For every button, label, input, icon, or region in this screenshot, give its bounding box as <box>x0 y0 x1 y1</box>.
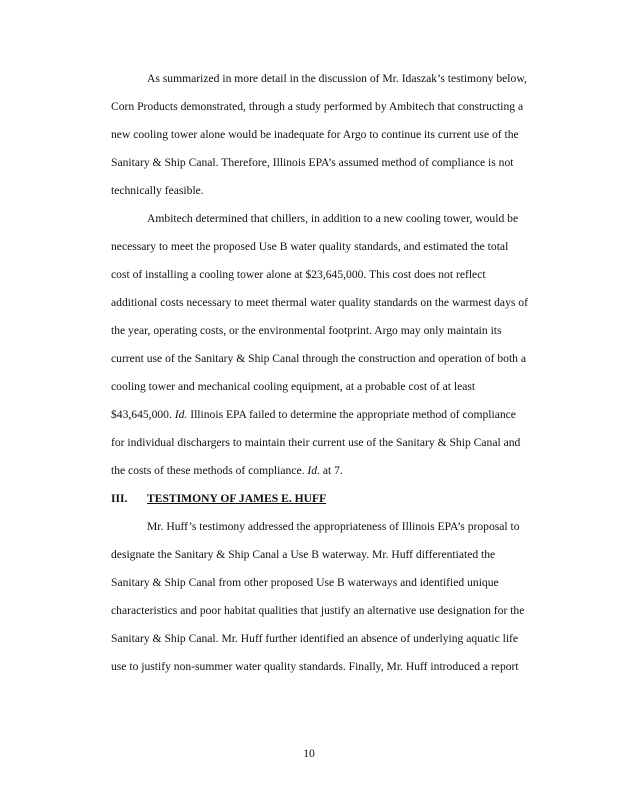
paragraph-line: Sanitary & Ship Canal. Therefore, Illinois EPA’s assumed method of compliance is not <box>111 156 514 169</box>
paragraph-line: cost of installing a cooling tower alone at $23,645,000. This cost does not reflect <box>111 268 486 281</box>
paragraph-line: additional costs necessary to meet thermal water quality standards on the warmest days of <box>111 296 528 309</box>
paragraph-line: Mr. Huff’s testimony addressed the appropriateness of Illinois EPA’s proposal to <box>147 520 520 533</box>
text-segment: Illinois EPA failed to determine the appropriate method of compliance <box>187 408 516 421</box>
paragraph-line: characteristics and poor habitat qualities that justify an alternative use designation for the <box>111 604 525 617</box>
text-segment: $43,645,000. <box>111 408 175 421</box>
section-number: III. <box>111 492 128 505</box>
paragraph-line: cooling tower and mechanical cooling equipment, at a probable cost of at least <box>111 380 476 393</box>
paragraph-line <box>111 408 516 422</box>
text-segment: at 7. <box>319 464 343 477</box>
paragraph-line: current use of the Sanitary & Ship Canal through the construction and operation of both a <box>111 352 527 365</box>
paragraph-line: the year, operating costs, or the environmental footprint. Argo may only maintain its <box>111 324 502 337</box>
paragraph-line: Ambitech determined that chillers, in addition to a new cooling tower, would be <box>147 212 519 225</box>
paragraph-line: Corn Products demonstrated, through a study performed by Ambitech that constructing a <box>111 100 524 113</box>
citation-id: Id. <box>307 464 320 477</box>
section-title: TESTIMONY OF JAMES E. HUFF <box>147 492 327 505</box>
paragraph-line: necessary to meet the proposed Use B water quality standards, and estimated the total <box>111 240 509 253</box>
paragraph-line: use to justify non-summer water quality standards. Finally, Mr. Huff introduced a report <box>111 660 519 673</box>
paragraph-line: Sanitary & Ship Canal. Mr. Huff further identified an absence of underlying aquatic life <box>111 632 519 645</box>
citation-id: Id. <box>174 408 188 421</box>
paragraph-line: for individual dischargers to maintain their current use of the Sanitary & Ship Canal and <box>111 436 521 449</box>
paragraph-line: designate the Sanitary & Ship Canal a Use B waterway. Mr. Huff differentiated the <box>111 548 496 561</box>
paragraph-line: technically feasible. <box>111 184 204 197</box>
text-segment: the costs of these methods of compliance. <box>111 464 308 477</box>
paragraph-line <box>111 464 343 478</box>
paragraph-line: new cooling tower alone would be inadequate for Argo to continue its current use of the <box>111 128 519 141</box>
paragraph-line: As summarized in more detail in the discussion of Mr. Idaszak’s testimony below, <box>147 72 527 85</box>
page-number: 10 <box>303 747 315 760</box>
paragraph-line: Sanitary & Ship Canal from other proposed Use B waterways and identified unique <box>111 576 499 589</box>
